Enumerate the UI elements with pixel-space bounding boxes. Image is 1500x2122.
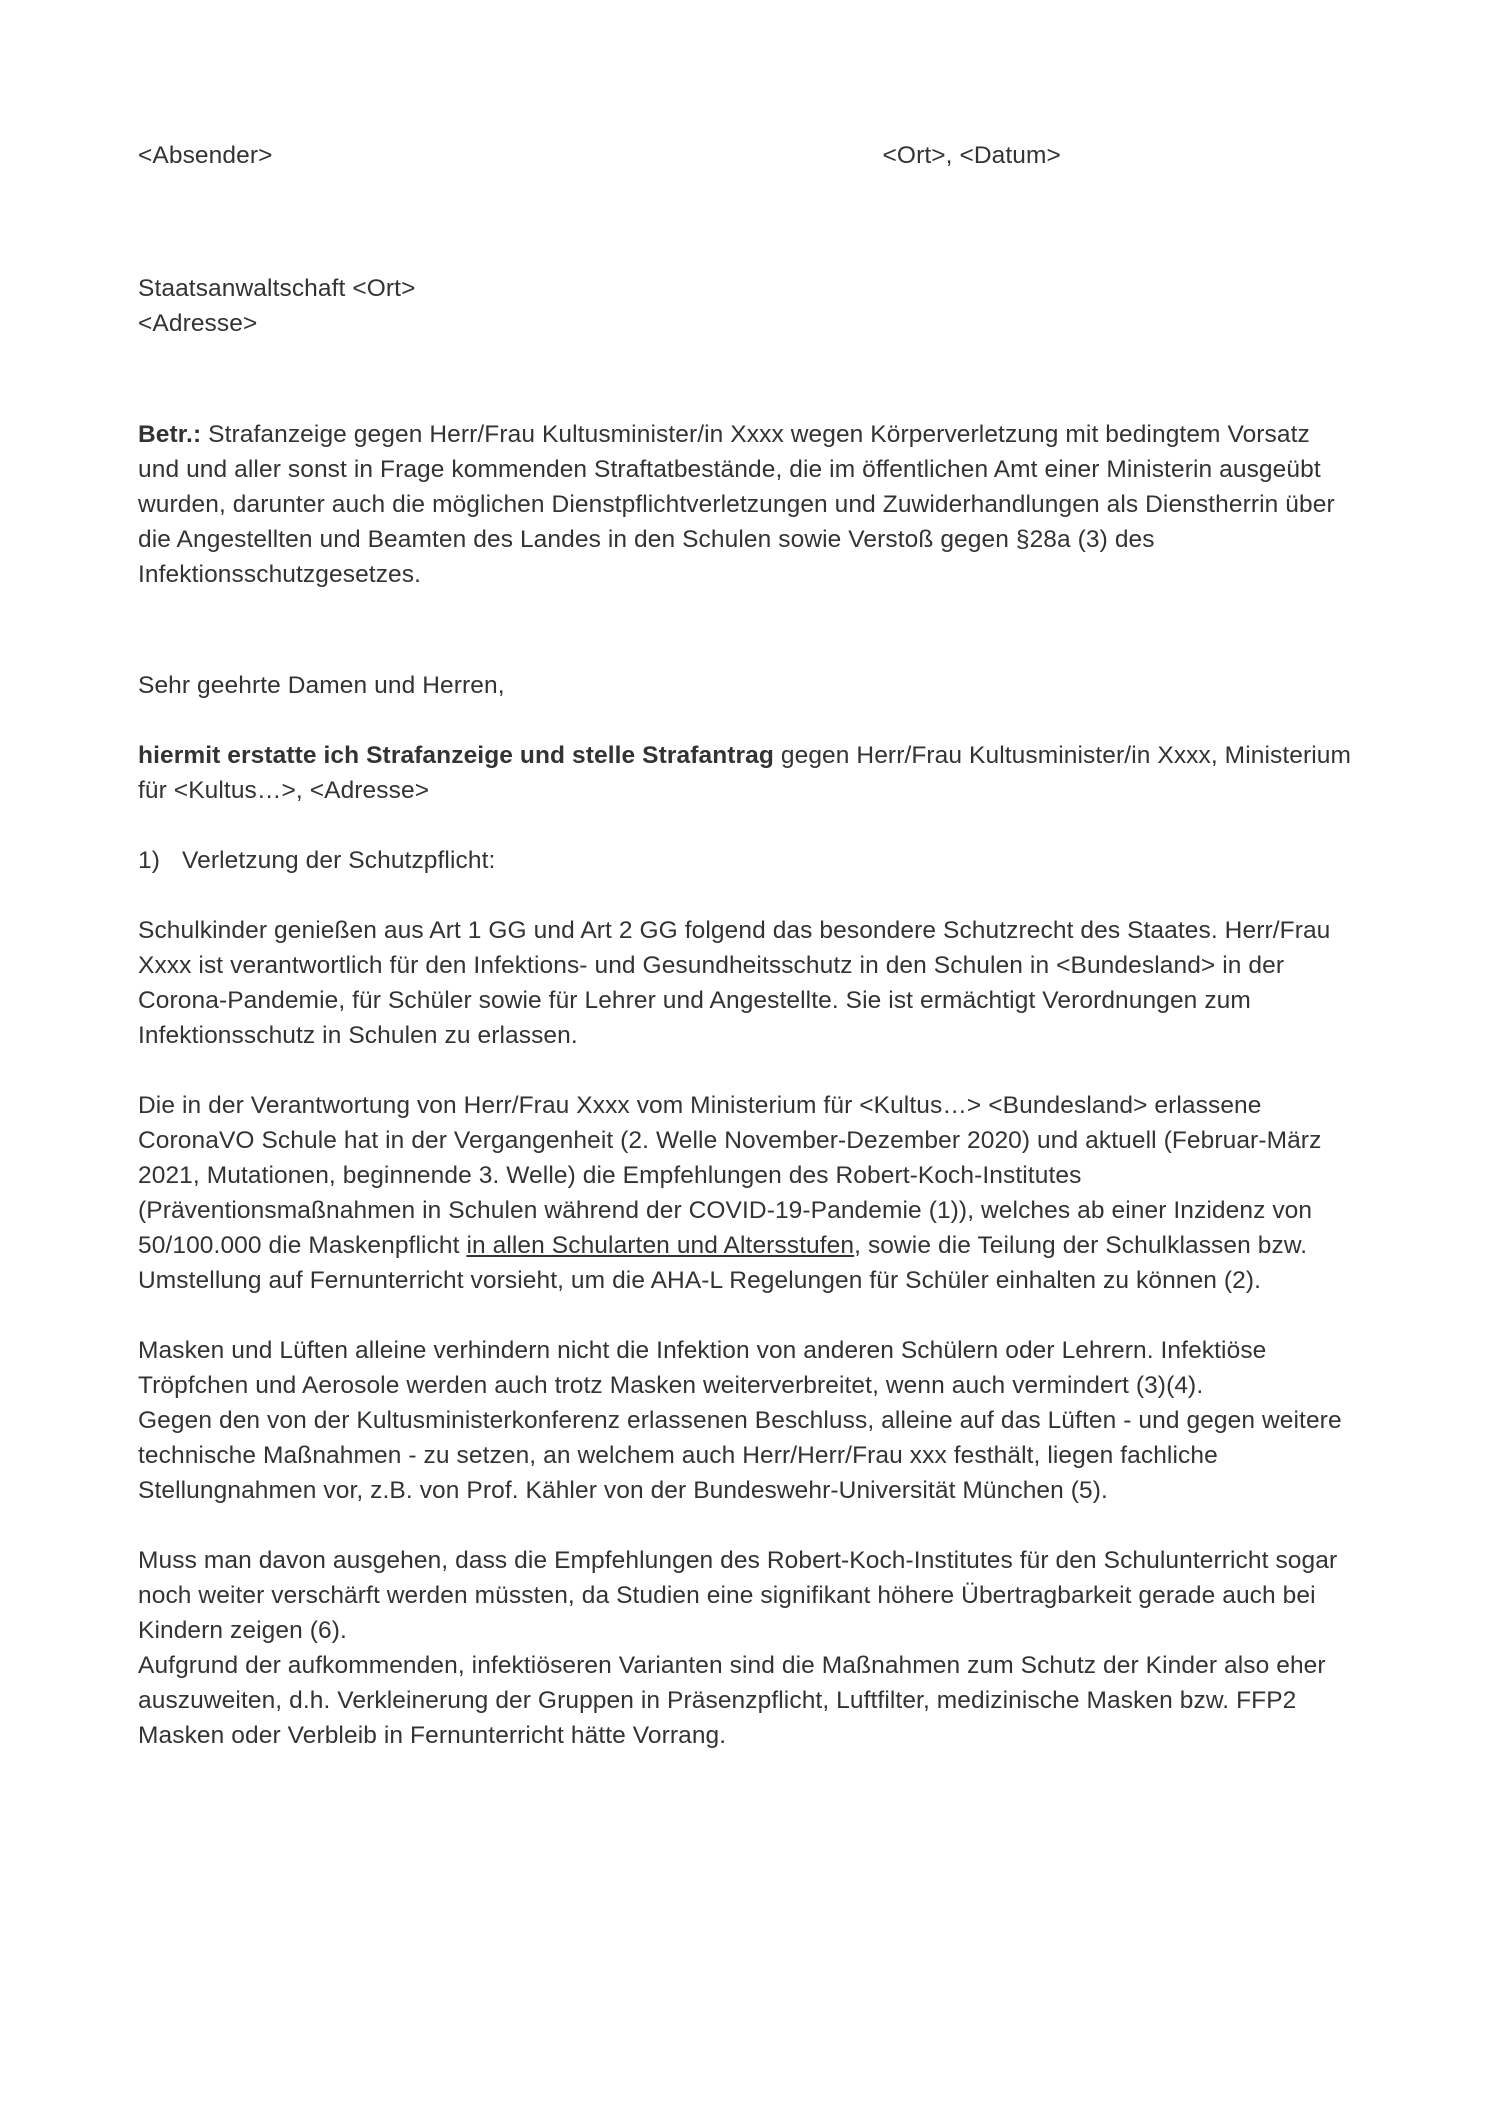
declaration-paragraph (138, 738, 1353, 808)
subject-label: Betr.: (138, 421, 202, 448)
subject-paragraph (138, 417, 1353, 592)
recipient-line-1: Staatsanwaltschaft <Ort> (138, 275, 416, 302)
spacer (138, 341, 1353, 417)
salutation: Sehr geehrte Damen und Herren, (138, 672, 505, 699)
section-title: Verletzung der Schutzpflicht: (182, 847, 496, 874)
spacer (138, 703, 1353, 738)
body-paragraph-1: Schulkinder genießen aus Art 1 GG und Art 2 GG folgend das besondere Schutzrecht des Staates. Herr/Frau Xxxx ist verantwortlich für den Infektions- und Gesundheitsschutz in den Schulen in <Bundesland> in der Corona-Pandemie, für Schüler sowie für Lehrer und Angestellte. Sie ist ermächtigt Verordnungen zum Infektionsschutz in Schulen zu erlassen. (138, 917, 1331, 1049)
declaration-rest: gegen Herr/Frau Kultusminister/in Xxxx, Ministerium für <Kultus…>, <Adresse> (138, 742, 1352, 804)
section-number: 1) (138, 847, 160, 874)
body-paragraph-5: Muss man davon ausgehen, dass die Empfehlungen des Robert-Koch-Institutes für den Schulunterricht sogar noch weiter verschärft werden müssten, da Studien eine signifikant höhere Übertragbarkeit gerade auch bei Kindern zeigen (6). (138, 1547, 1338, 1644)
letter-header (138, 138, 1353, 173)
document-body (138, 138, 1353, 1753)
recipient-line-2: <Adresse> (138, 310, 258, 337)
spacer (138, 1508, 1353, 1543)
place-date: <Ort>, <Datum> (882, 142, 1061, 169)
spacer (138, 173, 1353, 271)
body-paragraph-3: Masken und Lüften alleine verhindern nicht die Infektion von anderen Schülern oder Lehrern. Infektiöse Tröpfchen und Aerosole werden auch trotz Masken weiterverbreitet, wenn auch vermindert (3)(4). (138, 1337, 1267, 1399)
paragraph-2-underlined-text: in allen Schularten und Altersstufen (466, 1232, 855, 1259)
body-paragraph-2 (138, 1088, 1353, 1298)
spacer (138, 1298, 1353, 1333)
spacer (138, 878, 1353, 913)
spacer (138, 808, 1353, 843)
body-paragraph-6: Aufgrund der aufkommenden, infektiöseren Varianten sind die Maßnahmen zum Schutz der Kinder also eher auszuweiten, d.h. Verkleinerung der Gruppen in Präsenzpflicht, Luftfilter, medizinische Masken bzw. FFP2 Masken oder Verbleib in Fernunterricht hätte Vorrang. (138, 1652, 1326, 1749)
declaration-bold-part: hiermit erstatte ich Strafanzeige und stelle Strafantrag (138, 742, 774, 769)
body-paragraph-4: Gegen den von der Kultusministerkonferenz erlassenen Beschluss, alleine auf das Lüften - und gegen weitere technische Maßnahmen - zu setzen, an welchem auch Herr/Herr/Frau xxx festhält, liegen fachliche Stellungnahmen vor, z.B. von Prof. Kähler von der Bundeswehr-Universität München (5). (138, 1407, 1342, 1504)
subject-text: Strafanzeige gegen Herr/Frau Kultusminister/in Xxxx wegen Körperverletzung mit bedingtem Vorsatz und und aller sonst in Frage kommenden Straftatbestände, die im öffentlichen Amt einer Ministerin ausgeübt wurden, darunter auch die möglichen Dienstpflichtverletzungen und Zuwiderhandlungen als Dienstherrin über die Angestellten und Beamten des Landes in den Schulen sowie Verstoß gegen §28a (3) des Infektionsschutzgesetzes. (138, 421, 1335, 588)
paragraph-2-before-underline: Die in der Verantwortung von Herr/Frau Xxxx vom Ministerium für <Kultus…> <Bundesland> erlassene CoronaVO Schule hat in der Vergangenheit (2. Welle November-Dezember 2020) und aktuell (Februar-März 2021, Mutationen, beginnende 3. Welle) die Empfehlungen des Robert-Koch-Institutes (Präventionsmaßnahmen in Schulen während der COVID-19-Pandemie (1)), welches ab einer Inzidenz von 50/100.000 die Maskenpflicht (138, 1092, 1322, 1259)
sender-placeholder: <Absender> (138, 142, 273, 169)
recipient-address-block (138, 271, 1353, 341)
spacer (138, 1053, 1353, 1088)
spacer (138, 592, 1353, 668)
section-heading-1 (138, 843, 1353, 878)
paragraph-2-after-underline: , sowie die Teilung der Schulklassen bzw. Umstellung auf Fernunterricht vorsieht, um die AHA-L Regelungen für Schüler einhalten zu können (2). (138, 1232, 1308, 1294)
